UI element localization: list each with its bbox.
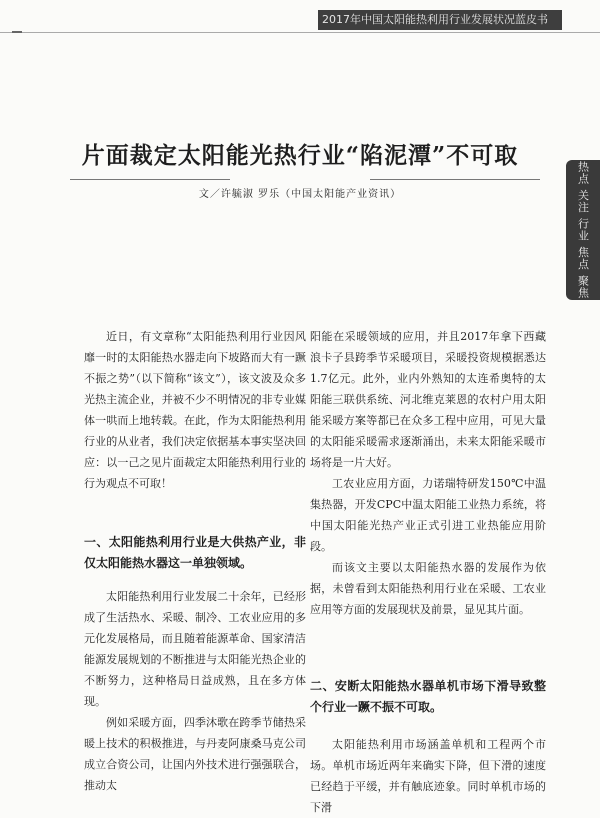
title-rule-right	[370, 179, 540, 180]
side-tab-label: 热点 关注 行业 焦点 聚焦	[576, 161, 590, 299]
corner-mark	[12, 31, 22, 33]
article-title: 片面裁定太阳能光热行业“陷泥潭”不可取	[81, 142, 519, 169]
paragraph: 例如采暖方面，四季沐歌在跨季节储热采暖上技术的积极推进，与丹麦阿康桑马克公司成立合资公司，让国内外技术进行强强联合，推动太	[84, 716, 306, 792]
section-heading: 二、安断太阳能热水器单机市场下滑导致整个行业一蹶不振不可取。	[310, 679, 546, 714]
paragraph-continued: 阳能在采暖领域的应用，并且2017年拿下西藏浪卡子县跨季节采暖项目，采暖投资规模据悉达1.7亿元。此外，业内外熟知的太连希奥特的太阳能三联供系统、河北维克莱恩的农村户用太阳能采暖方案等都已在众多工程中应用，可见大量的太阳能采暖需求逐渐涌出，未来太阳能采暖市场将是一片大好。	[310, 330, 546, 469]
title-rule-left	[70, 179, 230, 180]
section-side-tab	[566, 160, 600, 300]
section-heading: 一、太阳能热利用行业是大供热产业，非仅太阳能热水器这一单独领域。	[84, 535, 306, 570]
article-column-left	[84, 326, 306, 796]
paragraph: 而该文主要以太阳能热水器的发展作为依据，未曾看到太阳能热利用行业在采暖、工农业应用等方面的发展现状及前景，显见其片面。	[310, 561, 546, 616]
article-byline: 文／许毓淑 罗乐（中国太阳能产业资讯）	[198, 189, 402, 200]
paragraph: 太阳能热利用行业发展二十余年，已经形成了生活热水、采暖、制冷、工农业应用的多元化发展格局，而且随着能源革命、国家清洁能源发展规划的不断推进与太阳能光热企业的不断努力，这种格局日益成熟，且在多方体现。	[84, 590, 306, 708]
header-rule	[0, 32, 600, 33]
paragraph: 近日，有文章称“太阳能热利用行业因风靡一时的太阳能热水器走向下坡路而大有一蹶不振之势”（以下简称“该文”），该文波及众多光热主流企业，并被不少不明情况的非专业媒体一哄而上地转载。在此，作为太阳能热利用行业的从业者，我们决定依据基本事实坚决回应：以一己之见片面裁定太阳能热利用行业的行为观点不可取！	[84, 330, 306, 490]
article-column-right	[310, 326, 546, 818]
header-banner: 2017年中国太阳能热利用行业发展状况蓝皮书	[318, 10, 562, 30]
paragraph: 工农业应用方面，力诺瑞特研发150℃中温集热器，开发CPC中温太阳能工业热力系统，将中国太阳能光热产业正式引进工业热能应用阶段。	[310, 477, 546, 553]
paragraph: 太阳能热利用市场涵盖单机和工程两个市场。单机市场近两年来确实下降，但下滑的速度已经趋于平缓，并有触底迹象。同时单机市场的下滑	[310, 738, 546, 814]
